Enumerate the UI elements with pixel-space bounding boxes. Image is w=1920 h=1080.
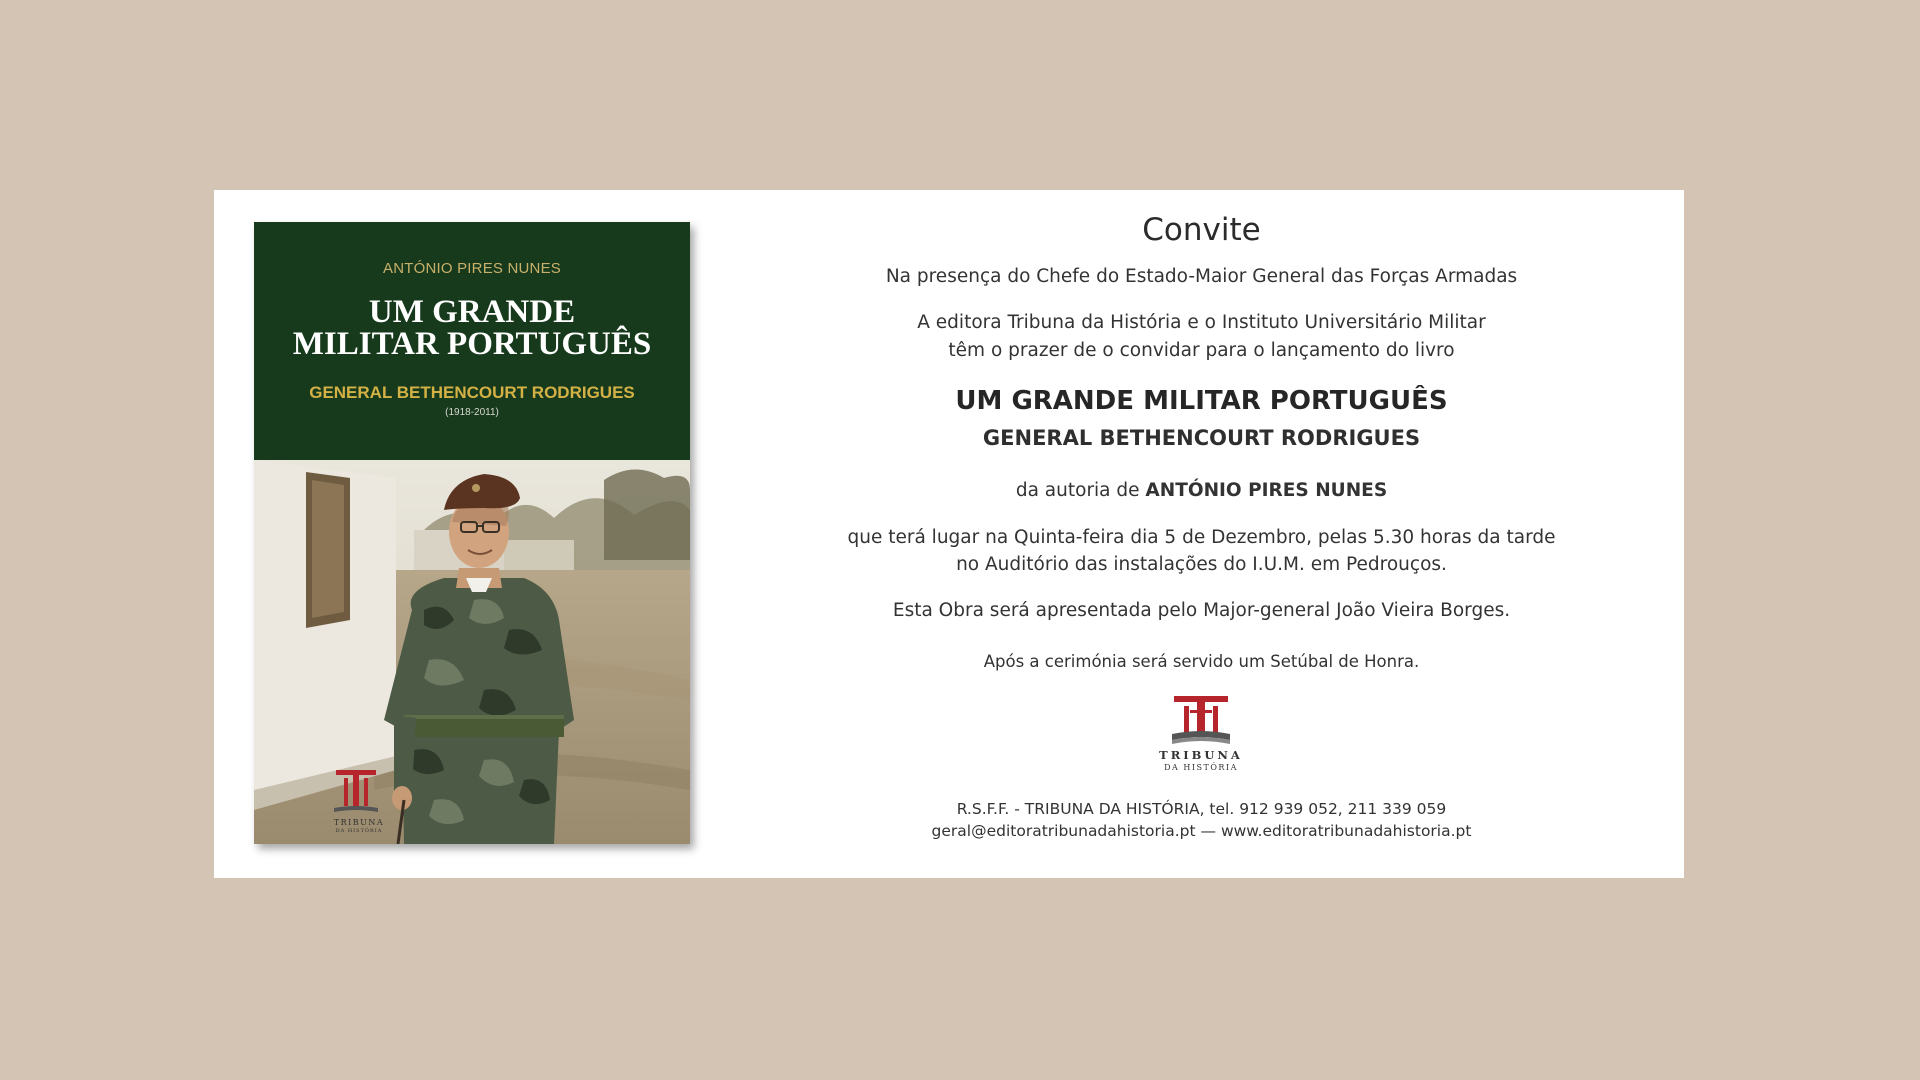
book-subtitle: GENERAL BETHENCOURT RODRIGUES (982, 426, 1421, 450)
author-name: ANTÓNIO PIRES NUNES (1145, 480, 1388, 501)
cover-photo (254, 460, 690, 844)
cover-subtitle: GENERAL BETHENCOURT RODRIGUES (309, 383, 635, 402)
invite-line-2: têm o prazer de o convidar para o lançamento do livro (948, 340, 1455, 361)
event-line-2: no Auditório das instalações do I.U.M. em Pedrouços. (956, 554, 1447, 575)
cover-publisher-sub: DA HISTÓRIA (335, 828, 383, 834)
logo-sub: DA HISTÓRIA (1164, 763, 1238, 772)
book-title: UM GRANDE MILITAR PORTUGUÊS (955, 386, 1448, 416)
invitation-heading: Convite (1142, 212, 1261, 248)
cover-years: (1918-2011) (445, 407, 499, 418)
cover-publisher-name: TRIBUNA (333, 818, 385, 827)
contact-separator: — (1200, 822, 1216, 840)
cover-title-line-1: UM GRANDE (368, 294, 576, 330)
book-cover (254, 222, 690, 844)
presence-line: Na presença do Chefe do Estado-Maior General das Forças Armadas (885, 266, 1518, 287)
contact-website[interactable]: www.editoratribunadahistoria.pt (1220, 822, 1472, 840)
cover-title-line-2: MILITAR PORTUGUÊS (292, 326, 652, 362)
invite-line-1: A editora Tribuna da História e o Instituto Universitário Militar (917, 312, 1486, 333)
book-cover-header (254, 222, 690, 460)
event-line-1: que terá lugar na Quinta-feira dia 5 de Dezembro, pelas 5.30 horas da tarde (847, 527, 1556, 548)
authorship-prefix: da autoria de (1015, 480, 1140, 501)
logo-name: TRIBUNA (1159, 748, 1243, 762)
tribuna-da-historia-logo-icon (1170, 694, 1232, 748)
contact-email[interactable]: geral@editoratribunadahistoria.pt (931, 822, 1196, 840)
presenter-line: Esta Obra será apresentada pelo Major-general João Vieira Borges. (892, 600, 1511, 621)
authorship-line (764, 480, 1639, 501)
contact-line-1: R.S.F.F. - TRIBUNA DA HISTÓRIA, tel. 912 939 052, 211 339 059 (956, 800, 1447, 818)
cover-author: ANTÓNIO PIRES NUNES (383, 260, 561, 277)
reception-line: Após a cerimónia será servido um Setúbal de Honra. (983, 652, 1420, 671)
publisher-logo (1146, 694, 1256, 784)
cover-title (254, 296, 690, 360)
invitation-card (214, 190, 1684, 878)
contact-line-2 (764, 822, 1639, 840)
